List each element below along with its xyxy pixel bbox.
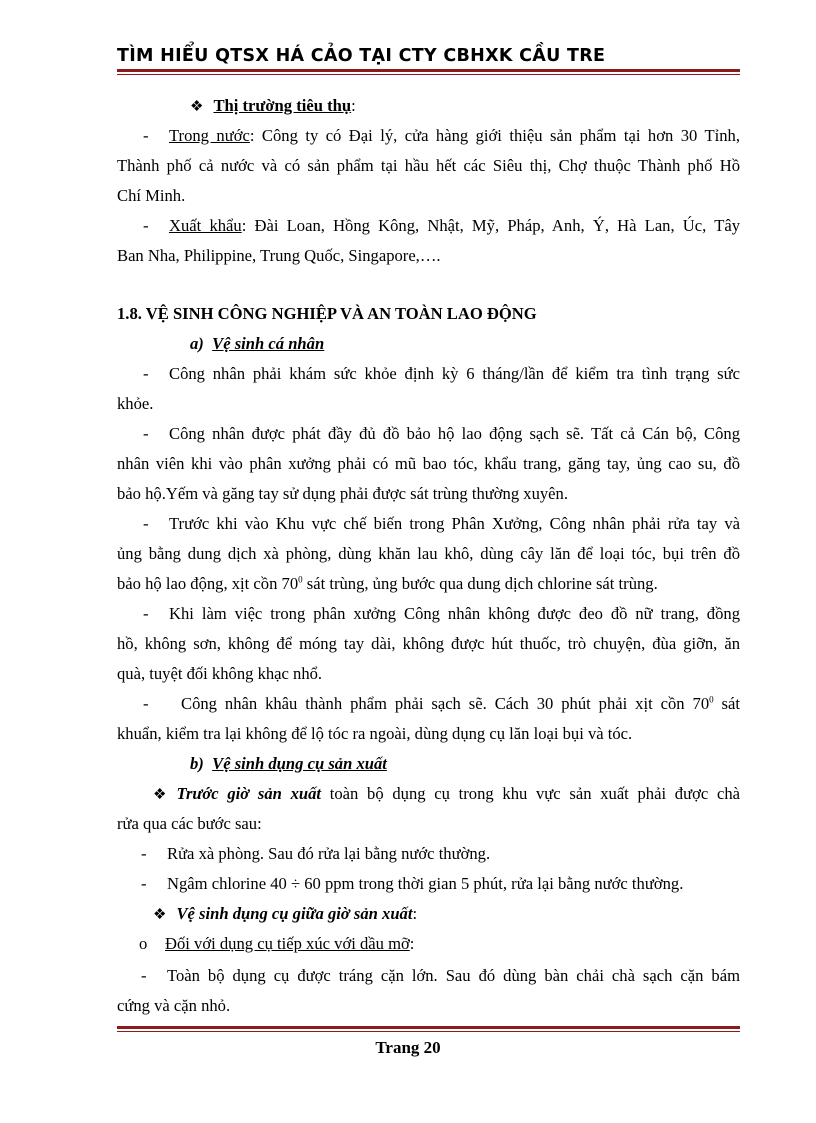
- domestic-line-3: Chí Minh.: [117, 186, 186, 205]
- export-line-2: Ban Nha, Philippine, Trung Quốc, Singapore,….: [117, 246, 441, 265]
- a4-line-2: hồ, không sơn, không để móng tay dài, không được hút thuốc, trò chuyện, đùa giỡn, ăn: [117, 634, 740, 653]
- circle-bullet-icon: o: [139, 934, 148, 953]
- domestic-line-1: - Trong nước: Công ty có Đại lý, cửa hàng giới thiệu sản phẩm tại hơn 30 Tỉnh,: [143, 126, 740, 145]
- footer-rule-thin: [117, 1031, 740, 1032]
- b1-line-1: ❖ Trước giờ sản xuất toàn bộ dụng cụ trong khu vực sản xuất phải được chà: [117, 782, 740, 806]
- d-line-1: - Toàn bộ dụng cụ được tráng cặn lớn. Sau đó dùng bàn chải chà sạch cặn bám: [141, 966, 740, 985]
- b4-heading: ❖ Vệ sinh dụng cụ giữa giờ sản xuất:: [117, 902, 740, 926]
- page-header-title: TÌM HIỂU QTSX HÁ CẢO TẠI CTY CBHXK CẦU TRE: [117, 46, 606, 66]
- market-heading: ❖ Thị trường tiêu thụ:: [190, 94, 813, 118]
- a1-line-2: khỏe.: [117, 394, 154, 413]
- header-rule-thin: [117, 74, 740, 75]
- b2-line: - Rửa xà phòng. Sau đó rửa lại bằng nước thường.: [141, 844, 491, 863]
- header-rule-thick: [117, 69, 740, 72]
- a3-line-2: ủng bằng dung dịch xà phòng, dùng khăn lau khô, dùng cây lăn để loại tóc, bụi trên đồ: [117, 544, 740, 563]
- a3-line-1: - Trước khi vào Khu vực chế biến trong Phân Xưởng, Công nhân phải rửa tay và: [143, 514, 740, 533]
- page-number: Trang 20: [375, 1038, 441, 1057]
- a1-line-1: - Công nhân phải khám sức khỏe định kỳ 6 tháng/lần để kiểm tra tình trạng sức: [143, 364, 740, 383]
- domestic-line-2: Thành phố cả nước và có sản phẩm tại hầu hết các Siêu thị, Chợ thuộc Thành phố Hồ: [117, 156, 740, 175]
- diamond-bullet-icon: ❖: [190, 99, 204, 115]
- b1-line-2: rửa qua các bước sau:: [117, 814, 262, 833]
- diamond-bullet-icon: ❖: [153, 907, 167, 923]
- b3-line: - Ngâm chlorine 40 ÷ 60 ppm trong thời gian 5 phút, rửa lại bằng nước thường.: [141, 874, 684, 893]
- a2-line-1: - Công nhân được phát đầy đủ đồ bảo hộ lao động sạch sẽ. Tất cả Cán bộ, Công: [143, 424, 740, 443]
- export-line-1: - Xuất khẩu: Đài Loan, Hồng Kông, Nhật, Mỹ, Pháp, Anh, Ý, Hà Lan, Úc, Tây: [143, 216, 740, 235]
- footer-rule-thick: [117, 1026, 740, 1029]
- section-title: 1.8. VỆ SINH CÔNG NGHIỆP VÀ AN TOÀN LAO ĐỘNG: [117, 304, 537, 323]
- a2-line-3: bảo hộ.Yếm và găng tay sử dụng phải được sát trùng thường xuyên.: [117, 484, 568, 503]
- a5-line-1: - Công nhân khâu thành phẩm phải sạch sẽ. Cách 30 phút phải xịt cồn $70^0$ sát: [143, 694, 740, 713]
- a4-line-3: quà, tuyệt đối không khạc nhổ.: [117, 664, 323, 683]
- d-line-2: cứng và cặn nhỏ.: [117, 996, 231, 1015]
- subsection-b-heading: b) Vệ sinh dụng cụ sản xuất: [190, 754, 387, 773]
- a4-line-1: - Khi làm việc trong phân xưởng Công nhân không được đeo đồ nữ trang, đồng: [143, 604, 740, 623]
- a2-line-2: nhân viên khi vào phân xưởng phải có mũ bao tóc, khẩu trang, găng tay, ủng cao su, đồ: [117, 454, 740, 473]
- diamond-bullet-icon: ❖: [153, 787, 167, 803]
- c-heading: o Đối với dụng cụ tiếp xúc với dầu mỡ:: [117, 932, 740, 956]
- a5-line-2: khuẩn, kiểm tra lại không để lộ tóc ra ngoài, dùng dụng cụ lăn loại bụi và tóc.: [117, 724, 633, 743]
- subsection-a-heading: a) Vệ sinh cá nhân: [190, 334, 325, 353]
- a3-line-3: bảo hộ lao động, xịt cồn $70^0$ sát trùng, ủng bước qua dung dịch chlorine sát trùng.: [117, 574, 658, 593]
